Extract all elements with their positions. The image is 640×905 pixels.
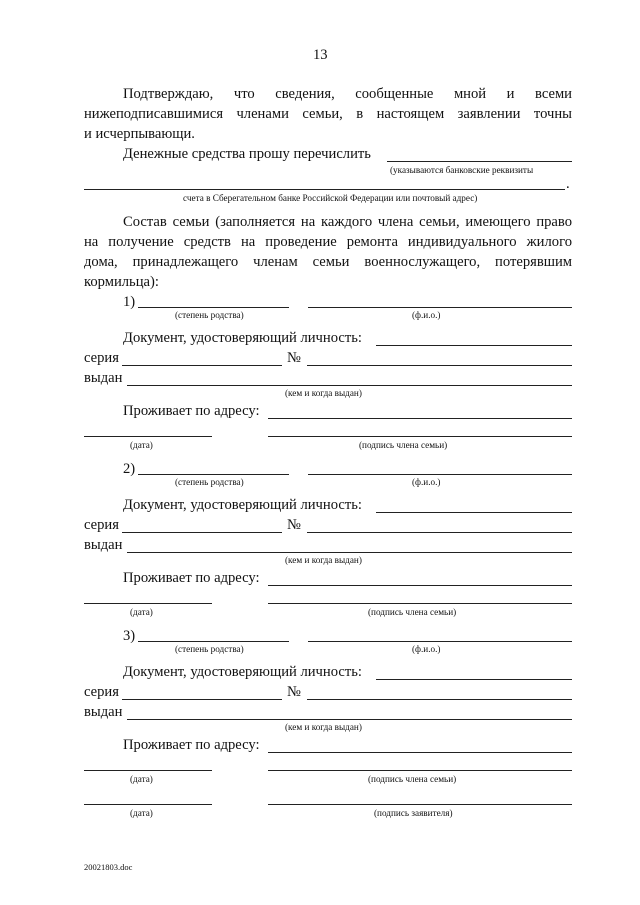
member-3-series-label: серия xyxy=(84,684,119,700)
transfer-hint-1: (указываются банковские реквизиты xyxy=(390,165,534,175)
page-number: 13 xyxy=(313,47,328,63)
confirm-line-1: Подтверждаю, что сведения, сообщенные мной и всеми xyxy=(123,86,572,102)
transfer-period: . xyxy=(566,176,570,192)
member-1-doc-number-line[interactable] xyxy=(307,365,572,366)
member-1-date-label: (дата) xyxy=(130,440,153,450)
member-1-address-label: Проживает по адресу: xyxy=(123,403,260,419)
member-2-doc-number-line[interactable] xyxy=(307,532,572,533)
member-2-series-label: серия xyxy=(84,517,119,533)
member-3-address-line[interactable] xyxy=(268,752,572,753)
member-3-date-line[interactable] xyxy=(84,770,212,771)
member-1-number: 1) xyxy=(123,294,136,310)
member-2-address-line[interactable] xyxy=(268,585,572,586)
member-1-sign-label: (подпись члена семьи) xyxy=(359,440,448,450)
member-2-address-label: Проживает по адресу: xyxy=(123,570,260,586)
member-1-relation-line[interactable] xyxy=(138,307,289,308)
member-1-id-line[interactable] xyxy=(376,345,572,346)
member-3-number: 3) xyxy=(123,628,136,644)
member-2-date-line[interactable] xyxy=(84,603,212,604)
member-2-id-line[interactable] xyxy=(376,512,572,513)
member-3-issued-line[interactable] xyxy=(127,719,572,720)
member-2-fio-line[interactable] xyxy=(308,474,572,475)
member-1-issued-line[interactable] xyxy=(127,385,572,386)
member-2-id-label: Документ, удостоверяющий личность: xyxy=(123,497,362,513)
member-3-relation-label: (степень родства) xyxy=(175,644,244,654)
member-3-address-label: Проживает по адресу: xyxy=(123,737,260,753)
member-3-number-label: № xyxy=(287,684,301,700)
member-1-sign-line[interactable] xyxy=(268,436,572,437)
confirm-line-2: нижеподписавшимися членами семьи, в настоящем заявлении точны xyxy=(84,106,572,122)
member-1-series-line[interactable] xyxy=(122,365,282,366)
member-1-fio-line[interactable] xyxy=(308,307,572,308)
footer-filename: 20021803.doc xyxy=(84,862,133,872)
transfer-hint-2: счета в Сберегательном банке Российской Федерации или почтовый адрес) xyxy=(183,193,478,203)
member-2-sign-label: (подпись члена семьи) xyxy=(368,607,457,617)
member-1-issued-label: выдан xyxy=(84,370,123,386)
member-2-issued-label: выдан xyxy=(84,537,123,553)
member-2-relation-line[interactable] xyxy=(138,474,289,475)
bank-details-line[interactable] xyxy=(387,161,572,162)
member-1-date-line[interactable] xyxy=(84,436,212,437)
family-line-1: Состав семьи (заполняется на каждого члена семьи, имеющего право xyxy=(123,214,572,230)
bank-details-line-2[interactable] xyxy=(84,189,565,190)
member-3-id-line[interactable] xyxy=(376,679,572,680)
member-3-fio-label: (ф.и.о.) xyxy=(412,644,441,654)
member-2-issued-line[interactable] xyxy=(127,552,572,553)
applicant-date-label: (дата) xyxy=(130,808,153,818)
member-1-number-label: № xyxy=(287,350,301,366)
member-2-number-label: № xyxy=(287,517,301,533)
family-line-2: на получение средств на проведение ремонта индивидуального жилого xyxy=(84,234,572,250)
member-2-relation-label: (степень родства) xyxy=(175,477,244,487)
confirm-line-3: и исчерпывающи. xyxy=(84,126,195,142)
family-line-3: дома, принадлежащего членам семьи военнослужащего, потерявшим xyxy=(84,254,572,270)
member-2-fio-label: (ф.и.о.) xyxy=(412,477,441,487)
member-3-issued-label: выдан xyxy=(84,704,123,720)
member-3-id-label: Документ, удостоверяющий личность: xyxy=(123,664,362,680)
transfer-text: Денежные средства прошу перечислить xyxy=(123,146,371,162)
member-1-relation-label: (степень родства) xyxy=(175,310,244,320)
member-2-date-label: (дата) xyxy=(130,607,153,617)
applicant-date-line[interactable] xyxy=(84,804,212,805)
member-2-number: 2) xyxy=(123,461,136,477)
member-3-sign-label: (подпись члена семьи) xyxy=(368,774,457,784)
member-1-fio-label: (ф.и.о.) xyxy=(412,310,441,320)
family-line-4: кормильца): xyxy=(84,274,159,290)
member-1-id-label: Документ, удостоверяющий личность: xyxy=(123,330,362,346)
member-1-address-line[interactable] xyxy=(268,418,572,419)
applicant-sign-line[interactable] xyxy=(268,804,572,805)
member-1-issued-hint: (кем и когда выдан) xyxy=(285,388,362,398)
member-2-issued-hint: (кем и когда выдан) xyxy=(285,555,362,565)
member-3-sign-line[interactable] xyxy=(268,770,572,771)
member-2-series-line[interactable] xyxy=(122,532,282,533)
member-2-sign-line[interactable] xyxy=(268,603,572,604)
member-3-doc-number-line[interactable] xyxy=(307,699,572,700)
member-3-issued-hint: (кем и когда выдан) xyxy=(285,722,362,732)
member-1-series-label: серия xyxy=(84,350,119,366)
member-3-fio-line[interactable] xyxy=(308,641,572,642)
member-3-relation-line[interactable] xyxy=(138,641,289,642)
applicant-sign-label: (подпись заявителя) xyxy=(374,808,453,818)
member-3-date-label: (дата) xyxy=(130,774,153,784)
member-3-series-line[interactable] xyxy=(122,699,282,700)
